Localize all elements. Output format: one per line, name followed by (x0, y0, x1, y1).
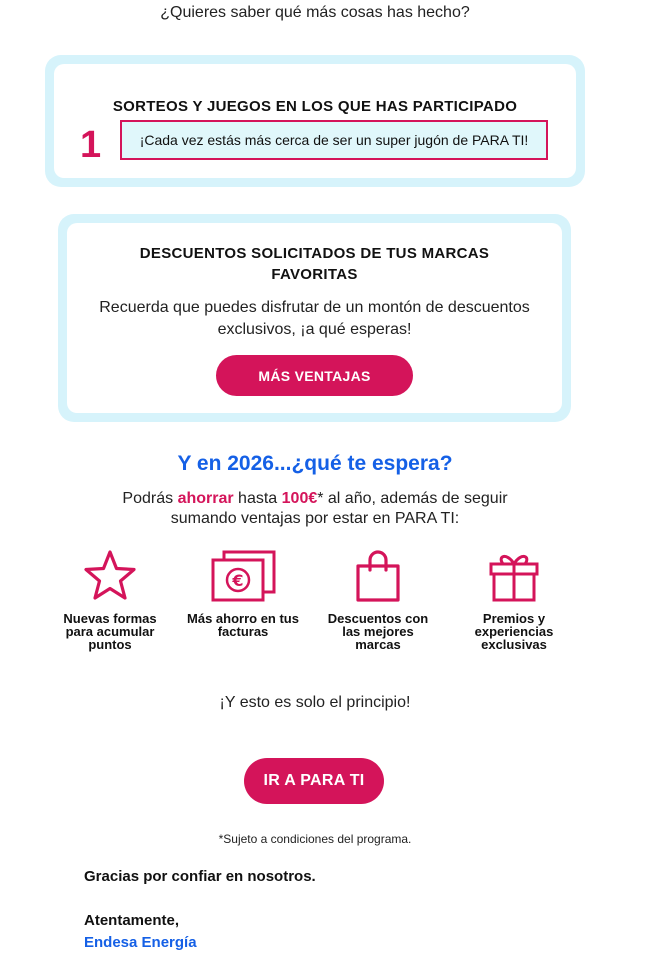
games-card (45, 55, 585, 187)
svg-text:€: € (232, 571, 244, 590)
feature-brands (318, 548, 438, 651)
games-card-heading: SORTEOS Y JUEGOS EN LOS QUE HAS PARTICIPADO (112, 98, 518, 115)
games-card-inner (54, 64, 576, 178)
closing-thanks: Gracias por confiar en nosotros. (84, 868, 316, 885)
discounts-card-inner (67, 223, 562, 413)
promo-body-prefix: Podrás (122, 490, 174, 507)
games-message: ¡Cada vez estás más cerca de ser un super jugón de PARA TI! (139, 132, 529, 148)
closing-signature: Endesa Energía (84, 934, 197, 951)
gift-icon (485, 548, 543, 604)
feature-bills (183, 548, 303, 638)
feature-brands-label: Descuentos con las mejores marcas (327, 611, 429, 652)
ir-a-para-ti-button[interactable]: IR A PARA TI (244, 758, 384, 804)
games-count: 1 (80, 124, 102, 166)
promo-highlight-ahorrar: ahorrar (177, 490, 234, 507)
feature-points-label: Nuevas formas para acumular puntos (63, 611, 157, 652)
closing-regards: Atentamente, (84, 912, 180, 929)
feature-points (50, 548, 170, 651)
discounts-card (58, 214, 571, 422)
euro-bill-icon (208, 548, 278, 604)
promo-title: Y en 2026...¿qué te espera? (177, 452, 453, 475)
tagline: ¡Y esto es solo el principio! (219, 694, 411, 711)
star-icon (82, 548, 138, 604)
promo-body-suffix: * al año, además de seguir (317, 490, 508, 507)
disclaimer: *Sujeto a condiciones del programa. (218, 832, 412, 846)
feature-prizes (454, 548, 574, 651)
promo-body (0, 489, 630, 529)
promo-body-middle: hasta (238, 490, 278, 507)
feature-prizes-label: Premios y experiencias exclusivas (474, 611, 554, 652)
mas-ventajas-button[interactable]: MÁS VENTAJAS (216, 355, 413, 396)
promo-body-line2: sumando ventajas por estar en PARA TI: (170, 510, 460, 527)
promo-highlight-amount: 100€ (281, 490, 318, 507)
intro-text: ¿Quieres saber qué más cosas has hecho? (160, 4, 470, 21)
games-message-box (120, 120, 548, 160)
feature-bills-label: Más ahorro en tus facturas (187, 611, 299, 639)
discounts-card-body: Recuerda que puedes disfrutar de un montón de descuentos exclusivos, ¡a qué esperas! (99, 299, 530, 338)
discounts-card-heading: DESCUENTOS SOLICITADOS DE TUS MARCAS FAVORITAS (139, 245, 490, 283)
shopping-bag-icon (350, 548, 406, 604)
